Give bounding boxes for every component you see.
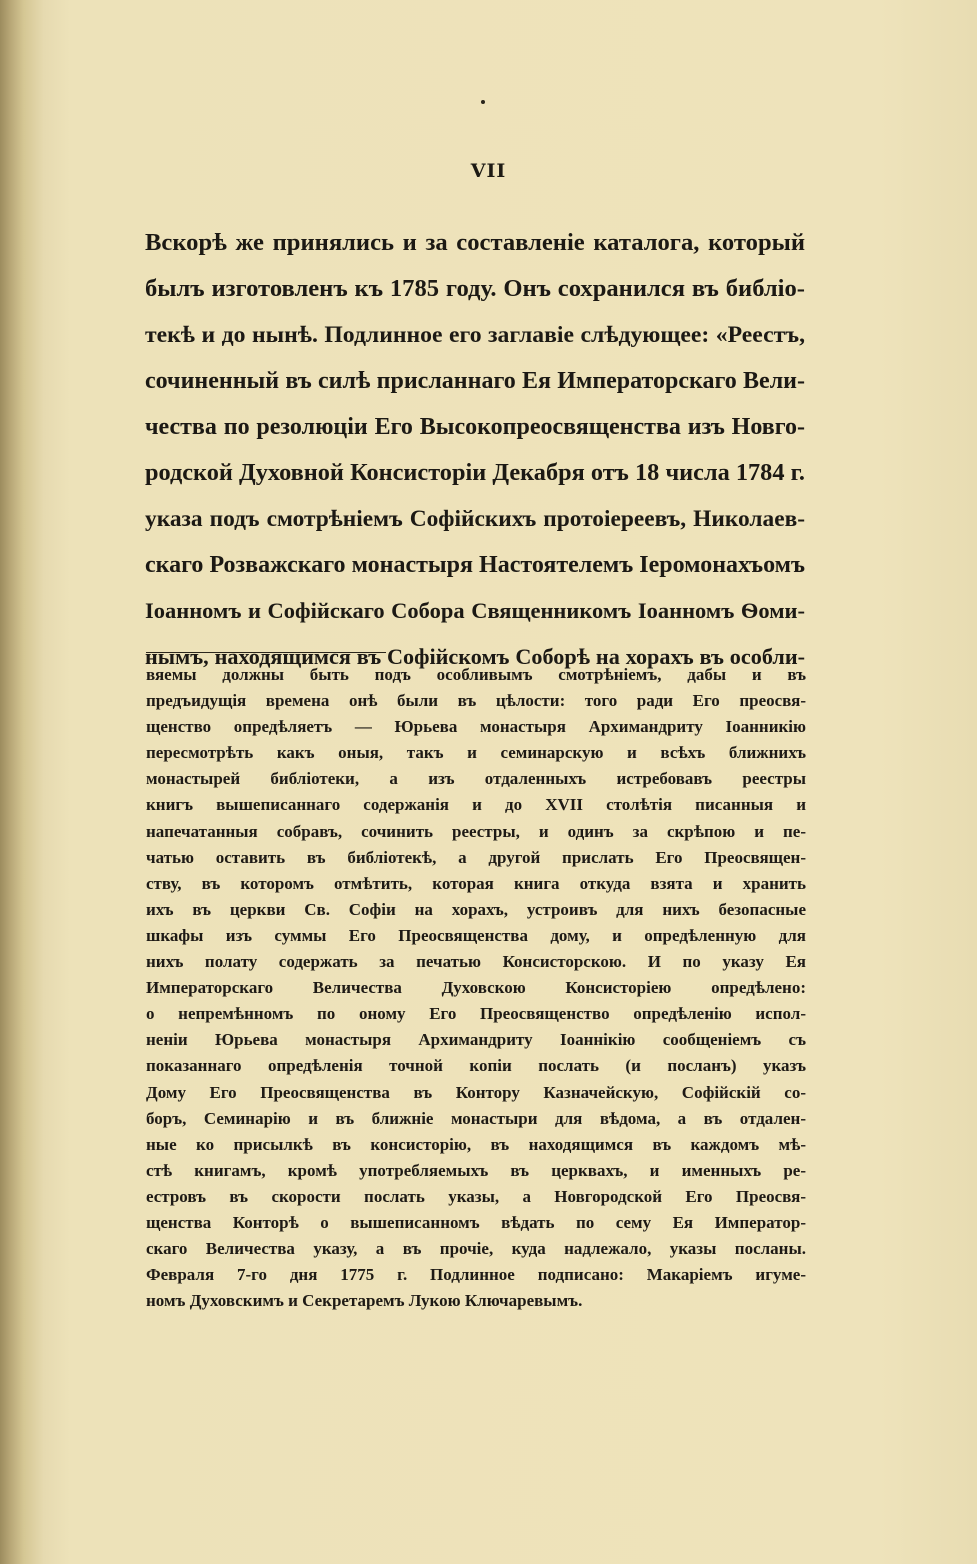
- main-line: чества по резолюціи Его Высокопреосвященства изъ Новго-: [145, 414, 805, 440]
- footnote-text: [146, 662, 806, 1314]
- main-line: указа подъ смотрѣніемъ Софійскихъ протоіереевъ, Николаев-: [145, 506, 805, 532]
- footnote-line: чатью оставить въ библіотекѣ, а другой прислать Его Преосвящен-: [146, 847, 806, 867]
- footnote-line: щенства Конторѣ о вышеписанномъ вѣдать по сему Ея Император-: [146, 1212, 806, 1232]
- footnote-line: вяемы должны быть подъ особливымъ смотрѣніемъ, дабы и въ: [146, 665, 806, 684]
- footnote-line: нихъ полату содержать за печатью Консисторскою. И по указу Ея: [146, 952, 806, 972]
- footnote-line: скаго Величества указу, а въ прочіе, куда надлежало, указы посланы.: [146, 1239, 806, 1259]
- footnote-line: предъидущія времена онѣ были въ цѣлости: того ради Его преосвя-: [146, 691, 806, 711]
- footnote-line: ихъ въ церкви Св. Софіи на хорахъ, устроивъ для нихъ безопасные: [146, 899, 806, 919]
- footnote-line: Императорскаго Величества Духовскою Консисторіею опредѣлено:: [146, 978, 806, 998]
- main-text: [145, 220, 805, 680]
- footnote-line: номъ Духовскимъ и Секретаремъ Лукою Ключаревымъ.: [146, 1291, 583, 1311]
- ink-dot: [481, 100, 485, 104]
- main-line: сочиненный въ силѣ присланнаго Ея Императорскаго Вели-: [145, 368, 805, 394]
- footnote-line: книгъ вышеписаннаго содержанія и до XVII столѣтія писанныя и: [146, 795, 806, 815]
- main-line: Іоанномъ и Софійскаго Собора Священникомъ Іоанномъ Ѳоми-: [145, 598, 805, 623]
- footnote-divider: [146, 652, 386, 653]
- main-line: текѣ и до нынѣ. Подлинное его заглавіе слѣдующее: «Реестъ,: [145, 322, 805, 348]
- footnote-line: ные ко присылкѣ въ консисторію, въ находящимся въ каждомъ мѣ-: [146, 1134, 806, 1154]
- footnote-line: неніи Юрьева монастыря Архимандриту Іоаннікію сообщеніемъ съ: [146, 1030, 806, 1050]
- footnote-line: о непремѣнномъ по оному Его Преосвященство опредѣленію испол-: [146, 1004, 806, 1024]
- main-line: родской Духовной Консисторіи Декабря отъ 18 числа 1784 г.: [145, 459, 805, 486]
- footnote-line: показаннаго опредѣленія точной копіи послать (и посланъ) указъ: [146, 1056, 806, 1076]
- footnote-line: напечатанныя собравъ, сочинить реестры, и одинъ за скрѣпою и пе-: [146, 821, 806, 841]
- main-line: былъ изготовленъ къ 1785 году. Онъ сохранился въ библіо-: [145, 275, 805, 302]
- footnote-line: шкафы изъ суммы Его Преосвященства дому, и опредѣленную для: [146, 925, 806, 945]
- footnote-line: пересмотрѣть какъ оныя, такъ и семинарскую и всѣхъ ближнихъ: [146, 743, 806, 763]
- main-line: Вскорѣ же принялись и за составленіе каталога, который: [145, 229, 805, 256]
- footnote-line: Февраля 7-го дня 1775 г. Подлинное подписано: Макаріемъ игуме-: [146, 1265, 806, 1285]
- footnote-line: стѣ книгамъ, кромѣ употребляемыхъ въ церквахъ, и именныхъ ре-: [146, 1160, 806, 1180]
- footnote-line: ству, въ которомъ отмѣтить, которая книга откуда взята и хранить: [146, 873, 806, 893]
- footnote-line: щенство опредѣляетъ — Юрьева монастыря Архимандриту Іоанникію: [146, 717, 806, 737]
- page-number: VII: [470, 160, 507, 182]
- footnote-line: боръ, Семинарію и въ ближніе монастыри для вѣдома, а въ отдален-: [146, 1108, 806, 1128]
- main-line: скаго Розважскаго монастыря Настоятелемъ Іеромонахъомъ: [145, 552, 805, 578]
- footnote-line: Дому Его Преосвященства въ Контору Казначейскую, Софійскій со-: [146, 1082, 806, 1102]
- footnote-line: монастырей библіотеки, а изъ отдаленныхъ истребовавъ реестры: [146, 769, 806, 789]
- footnote-line: естровъ въ скорости послать указы, а Новгородской Его Преосвя-: [146, 1186, 806, 1206]
- main-line: нымъ, находящимся въ Софійскомъ Соборѣ на хорахъ въ особли-: [145, 644, 805, 669]
